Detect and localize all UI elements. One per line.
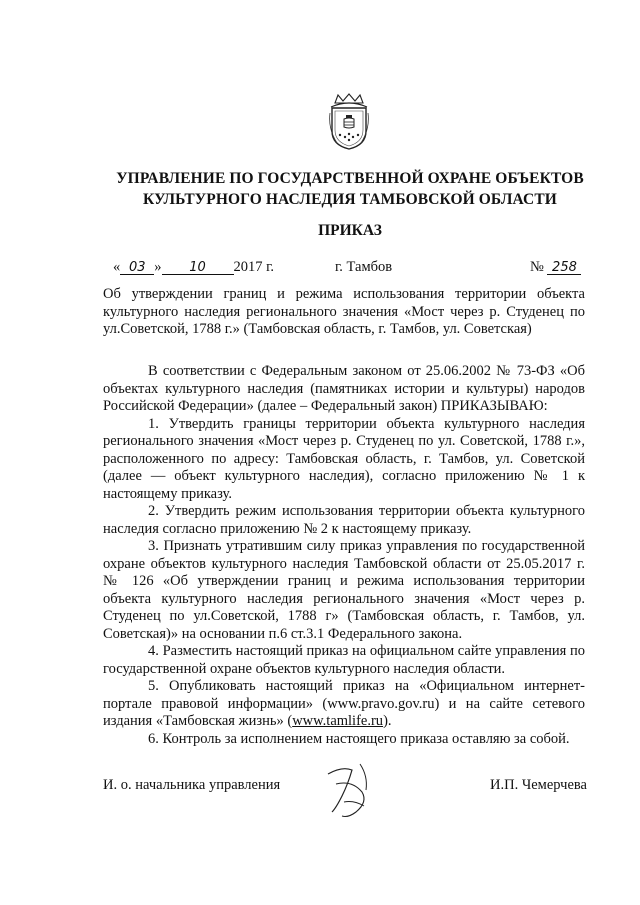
date-year: 2017 г. <box>233 259 275 275</box>
org-line-2: КУЛЬТУРНОГО НАСЛЕДИЯ ТАМБОВСКОЙ ОБЛАСТИ <box>143 191 557 208</box>
date-field <box>113 259 274 276</box>
number-label: № <box>530 259 544 275</box>
quote-open: « <box>113 259 121 275</box>
city: г. Тамбов <box>335 259 393 275</box>
handwritten-signature-icon <box>322 762 376 822</box>
item-4: 4. Разместить настоящий приказ на официальном сайте управления по государственной охране объектов культурного наследия области. <box>103 643 585 677</box>
quote-close: » <box>154 259 162 275</box>
organization-name <box>70 168 630 210</box>
document-type: ПРИКАЗ <box>318 222 382 239</box>
date-month: 10 <box>162 260 234 275</box>
item-3: 3. Признать утратившим силу приказ управления по государственной охране объектов культурного наследия Тамбовской области от 25.05.2017 г. № 126 «Об утверждении границ и режима использования территории объекта культурного наследия регионального значения «Мост через р. Студенец по ул.Советской, 1788 г» (Тамбовская область, г. Тамбов, ул. Советская)» на основании п.6 ст.3.1 Федерального закона. <box>103 538 585 642</box>
item-1: 1. Утвердить границы территории объекта культурного наследия регионального значения «Мост через р. Студенец по ул. Советской, 1788 г.», расположенного по адресу: Тамбовская область, г. Тамбов, ул. Советской (далее — объект культурного наследия), согласно приложению № 1 к настоящему приказу. <box>103 415 585 502</box>
signer-name: И.П. Чемерчева <box>490 777 587 793</box>
doc-number: 258 <box>547 260 581 275</box>
org-line-1: УПРАВЛЕНИЕ ПО ГОСУДАРСТВЕННОЙ ОХРАНЕ ОБЪЕКТОВ <box>116 170 584 187</box>
preamble: В соответствии с Федеральным законом от 25.06.2002 № 73-ФЗ «Об объектах культурного наследия (памятниках истории и культуры) народов Российской Федерации» (далее – Федеральный закон) ПРИКАЗЫВАЮ: <box>103 363 585 414</box>
item-2: 2. Утвердить режим использования территории объекта культурного наследия согласно приложению № 2 к настоящему приказу. <box>103 503 585 537</box>
number-field <box>530 259 581 276</box>
order-body <box>103 363 585 748</box>
date-line <box>0 259 640 281</box>
tamlife-link[interactable]: www.tamlife.ru <box>292 713 384 729</box>
item-5-text: 5. Опубликовать настоящий приказ на «Официальном интернет-портале правовой информации» (www.pravo.gov.ru) и на сайте сетевого издания «Тамбовская жизнь» ( <box>103 678 585 729</box>
item-5-tail: ). <box>383 713 392 729</box>
signer-position: И. о. начальника управления <box>103 777 281 793</box>
order-subject: Об утверждении границ и режима использования территории объекта культурного наследия регионального значения «Мост через р. Студенец по ул.Советской, 1788 г.» (Тамбовская область, г. Тамбов, ул. Советская) <box>103 286 585 337</box>
coat-of-arms-icon <box>327 93 371 151</box>
date-day: 03 <box>120 260 154 275</box>
item-6: 6. Контроль за исполнением настоящего приказа оставляю за собой. <box>148 730 570 747</box>
item-5 <box>103 678 585 731</box>
